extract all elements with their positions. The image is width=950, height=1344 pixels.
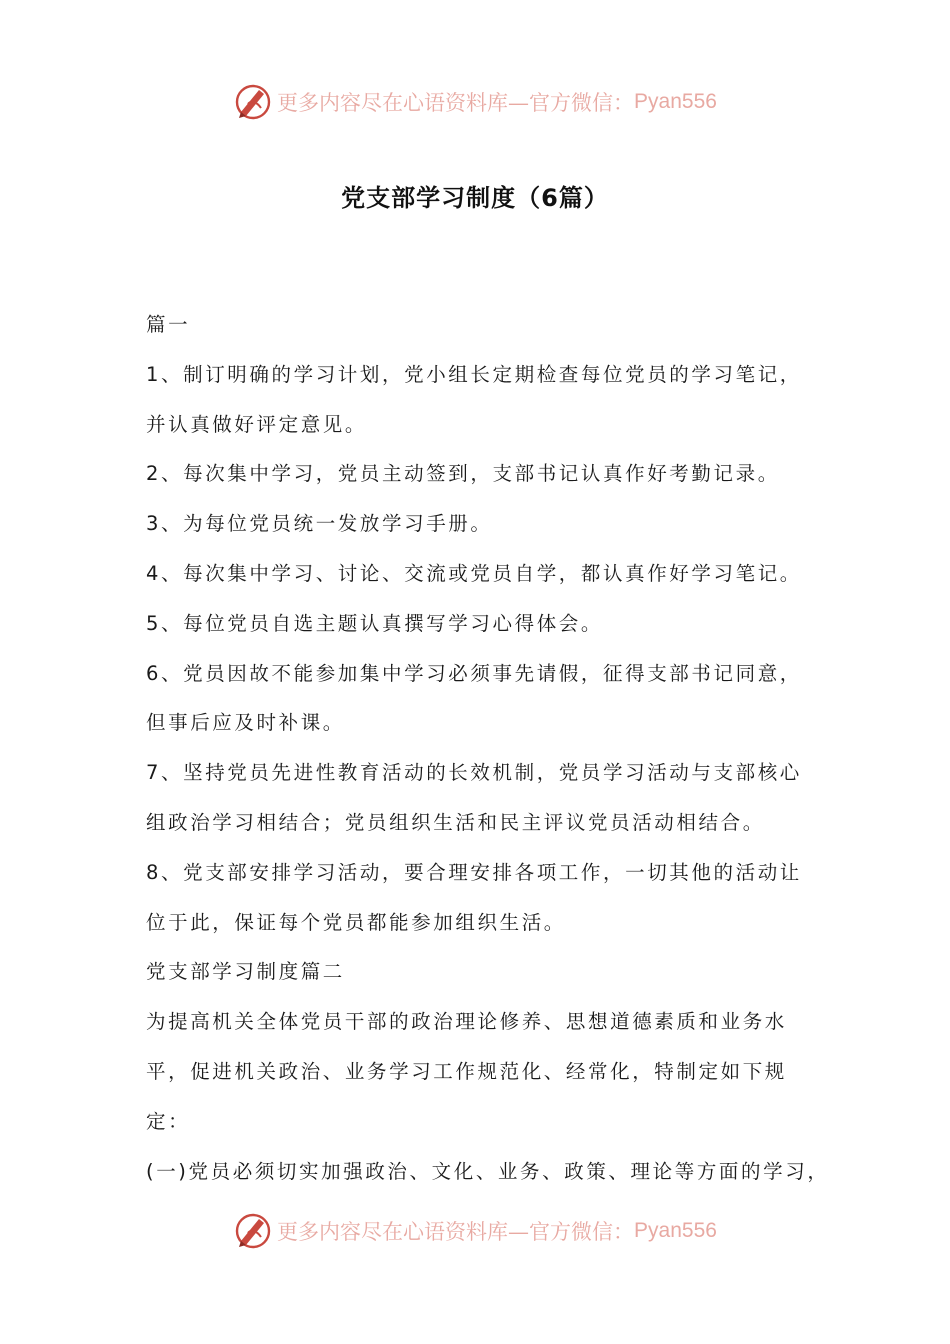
body-line: 并认真做好评定意见。	[146, 412, 368, 436]
body-line: 5、每位党员自选主题认真撰写学习心得体会。	[146, 611, 604, 635]
pen-logo-icon	[233, 82, 273, 122]
body-line: 8、党支部安排学习活动，要合理安排各项工作，一切其他的活动让	[146, 860, 802, 884]
body-line: 2、每次集中学习，党员主动签到，支部书记认真作好考勤记录。	[146, 462, 780, 486]
body-line: 7、坚持党员先进性教育活动的长效机制，党员学习活动与支部核心	[146, 761, 802, 785]
watermark-wechat-id: Pyan556	[634, 1219, 717, 1242]
body-line: 组政治学习相结合；党员组织生活和民主评议党员活动相结合。	[146, 810, 765, 834]
footer-watermark	[0, 1209, 950, 1253]
body-line: 定：	[146, 1109, 191, 1133]
watermark-text: 更多内容尽在心语资料库—官方微信：	[277, 1220, 635, 1244]
pen-logo-icon	[233, 1211, 273, 1251]
body-line: 3、为每位党员统一发放学习手册。	[146, 512, 493, 536]
body-line: 位于此，保证每个党员都能参加组织生活。	[146, 910, 566, 934]
body-line: (一)党员必须切实加强政治、文化、业务、政策、理论等方面的学习，	[146, 1159, 830, 1183]
body-line: 6、党员因故不能参加集中学习必须事先请假，征得支部书记同意，	[146, 661, 802, 685]
header-watermark	[0, 80, 950, 124]
body-line: 为提高机关全体党员干部的政治理论修养、思想道德素质和业务水	[146, 1010, 787, 1034]
section-heading-1: 篇一	[146, 313, 191, 336]
document-body	[146, 300, 830, 1196]
document-title: 党支部学习制度（6篇）	[341, 184, 609, 212]
body-line: 平，促进机关政治、业务学习工作规范化、经常化，特制定如下规	[146, 1059, 787, 1083]
body-line: 4、每次集中学习、讨论、交流或党员自学，都认真作好学习笔记。	[146, 561, 802, 585]
watermark-wechat-id: Pyan556	[634, 90, 717, 113]
section-heading-2: 党支部学习制度篇二	[146, 960, 345, 984]
watermark-text: 更多内容尽在心语资料库—官方微信：	[277, 91, 635, 115]
body-line: 1、制订明确的学习计划，党小组长定期检查每位党员的学习笔记，	[146, 362, 802, 386]
body-line: 但事后应及时补课。	[146, 711, 345, 735]
